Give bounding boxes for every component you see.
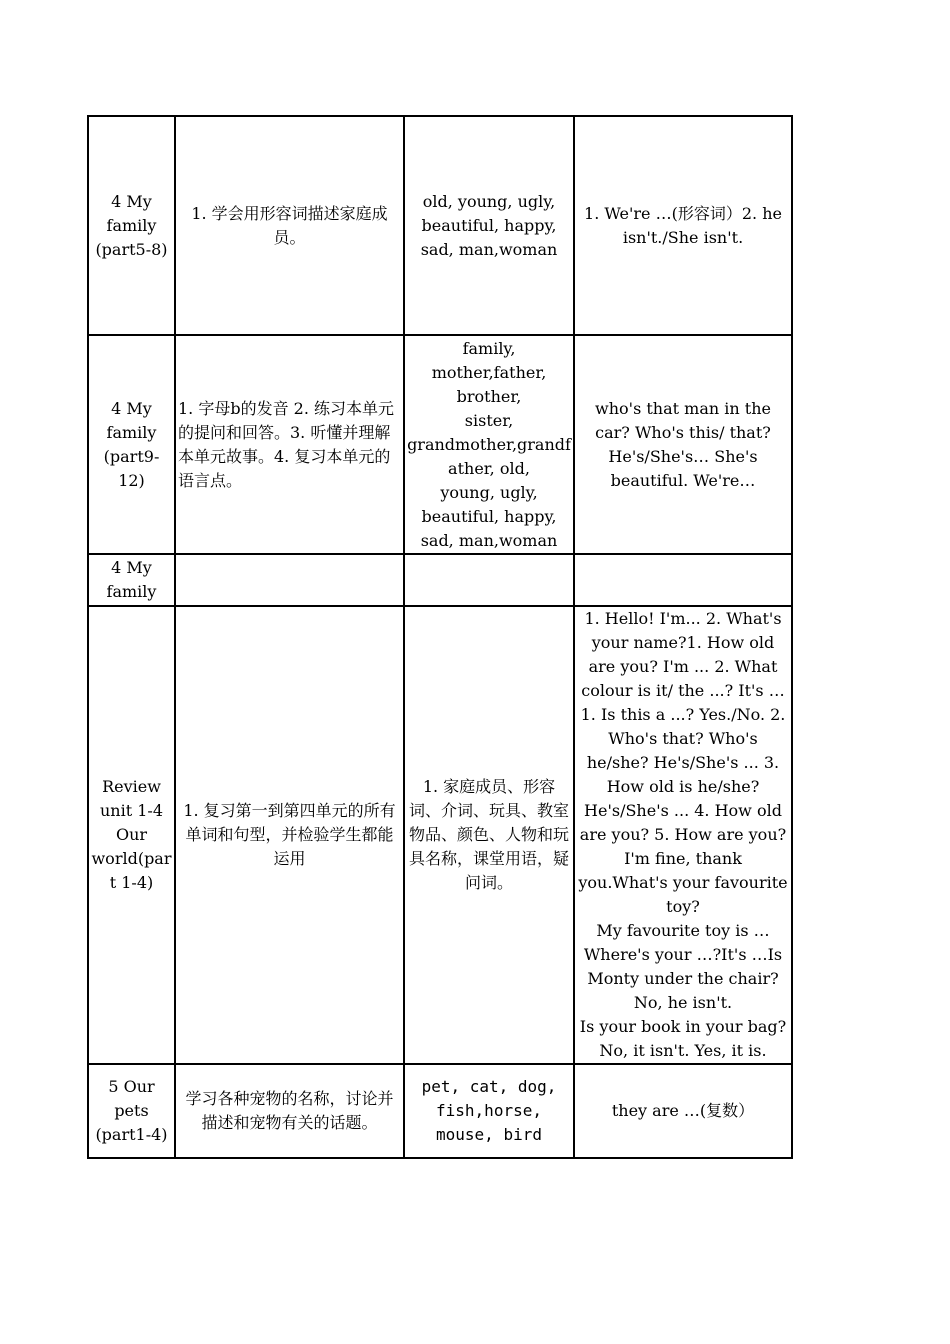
vocabulary-cell: 1. 家庭成员、形容词、介词、玩具、教室物品、颜色、人物和玩具名称，课堂用语，疑问词。 [404, 606, 574, 1064]
table-row [88, 554, 792, 606]
vocabulary-cell [404, 554, 574, 606]
vocabulary-cell: pet, cat, dog, fish,horse, mouse, bird [404, 1064, 574, 1158]
sentences-cell: they are …(复数） [574, 1064, 792, 1158]
unit-cell: 4 My family [88, 554, 175, 606]
vocabulary-cell: old, young, ugly, beautiful, happy, sad, man,woman [404, 116, 574, 335]
sentences-cell: who's that man in the car? Who's this/ that? He's/She's… She's beautiful. We're… [574, 335, 792, 554]
goal-cell: 1. 复习第一到第四单元的所有单词和句型，并检验学生都能运用 [175, 606, 404, 1064]
unit-cell: 4 My family (part5-8) [88, 116, 175, 335]
table-row [88, 116, 792, 335]
table-row [88, 335, 792, 554]
unit-cell: Review unit 1-4 Our world(part 1-4) [88, 606, 175, 1064]
table-row [88, 606, 792, 1064]
unit-cell: 4 My family (part9-12) [88, 335, 175, 554]
table-row [88, 1064, 792, 1158]
goal-cell: 1. 字母b的发音 2. 练习本单元的提问和回答。3. 听懂并理解本单元故事。4. 复习本单元的语言点。 [175, 335, 404, 554]
unit-cell: 5 Our pets (part1-4) [88, 1064, 175, 1158]
lesson-plan-table [87, 115, 793, 1159]
sentences-cell [574, 554, 792, 606]
vocabulary-cell: family, mother,father, brother, sister, grandmother,grandfather, old, young, ugly, beautiful, happy, sad, man,woman [404, 335, 574, 554]
goal-cell [175, 554, 404, 606]
goal-cell: 学习各种宠物的名称，讨论并描述和宠物有关的话题。 [175, 1064, 404, 1158]
sentences-cell: 1. Hello! I'm... 2. What's your name?1. How old are you? I'm ... 2. What colour is it/ the ...? It's …1. Is this a ...? Yes./No. 2. Who's that? Who's he/she? He's/She's ... 3. How old is he/she? He's/She's ... 4. How old are you? 5. How are you? I'm fine, thank you.What's your favourite toy? My favourite toy is … Where's your …?It's …Is Monty under the chair? No, he isn't. Is your book in your bag? No, it isn't. Yes, it is. [574, 606, 792, 1064]
goal-cell: 1. 学会用形容词描述家庭成员。 [175, 116, 404, 335]
sentences-cell: 1. We're …(形容词）2. he isn't./She isn't. [574, 116, 792, 335]
